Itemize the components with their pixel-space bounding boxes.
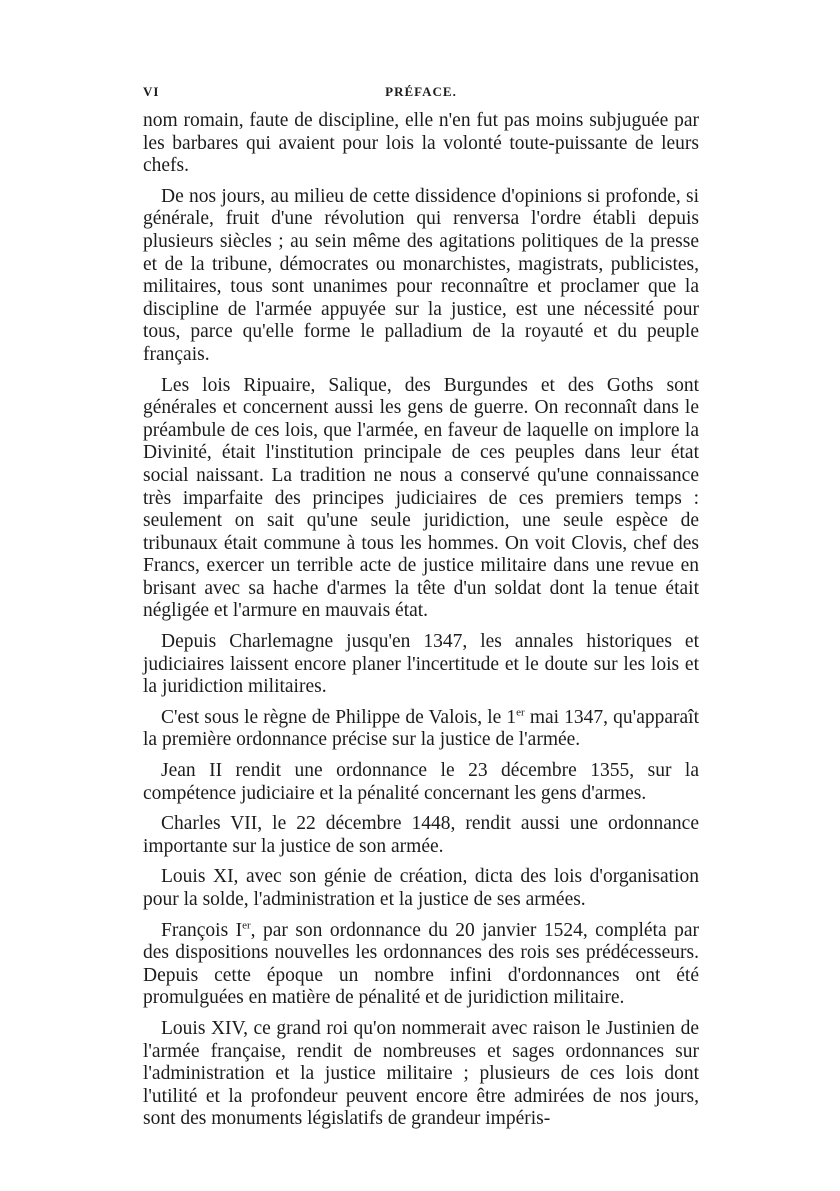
page-header bbox=[143, 84, 699, 110]
paragraph: Louis XI, avec son génie de création, dicta des lois d'organisation pour la solde, l'administration et la justice de ses armées. bbox=[143, 866, 699, 910]
paragraph: Les lois Ripuaire, Salique, des Burgundes et des Goths sont générales et concernent aussi les gens de guerre. On reconnaît dans le préambule de ces lois, que l'armée, en faveur de laquelle on implore la Divinité, était l'institution principale de ces peuples dans leur état social naissant. La tradition ne nous a conservé qu'une connaissance très imparfaite des principes judiciaires de ces premiers temps : seulement on sait qu'une seule juridiction, une seule espèce de tribunaux était commune à tous les hommes. On voit Clovis, chef des Francs, exercer un terrible acte de justice militaire dans une revue en brisant avec sa hache d'armes la tête d'un soldat dont la tenue était négligée et l'armure en mauvais état. bbox=[143, 374, 699, 622]
paragraph: nom romain, faute de discipline, elle n'en fut pas moins subjuguée par les barbares qui avaient pour lois la volonté toute-puissante de leurs chefs. bbox=[143, 110, 699, 177]
superscript: er bbox=[516, 706, 525, 719]
paragraph: De nos jours, au milieu de cette dissidence d'opinions si profonde, si générale, fruit d'une révolution qui renversa l'ordre établi depuis plusieurs siècles ; au sein même des agitations politiques de la presse et de la tribune, démocrates ou monarchistes, magistrats, publicistes, militaires, tous sont unanimes pour reconnaître et proclamer que la discipline de l'armée appuyée sur la justice, est une nécessité pour tous, parce qu'elle forme le palladium de la royauté et du peuple français. bbox=[143, 185, 699, 365]
body-text bbox=[143, 110, 699, 1131]
superscript: er bbox=[242, 919, 251, 932]
paragraph: Depuis Charlemagne jusqu'en 1347, les annales historiques et judiciaires laissent encore planer l'incertitude et le doute sur les lois et la juridiction militaires. bbox=[143, 631, 699, 698]
paragraph: Louis XIV, ce grand roi qu'on nommerait avec raison le Justinien de l'armée française, rendit de nombreuses et sages ordonnances sur l'administration et la justice militaire ; plusieurs de ces lois dont l'utilité et la profondeur peuvent encore être admirées de nos jours, sont des monuments législatifs de grandeur impéris- bbox=[143, 1017, 699, 1130]
paragraph: Jean II rendit une ordonnance le 23 décembre 1355, sur la compétence judiciaire et la pénalité concernant les gens d'armes. bbox=[143, 760, 699, 804]
paragraph: Charles VII, le 22 décembre 1448, rendit aussi une ordonnance importante sur la justice de son armée. bbox=[143, 813, 699, 857]
page-number: VI bbox=[143, 84, 160, 99]
book-page bbox=[143, 84, 699, 1139]
running-title: PRÉFACE. bbox=[385, 84, 457, 99]
paragraph: C'est sous le règne de Philippe de Valois, le 1er mai 1347, qu'apparaît la première ordonnance précise sur la justice de l'armée. bbox=[143, 706, 699, 751]
paragraph: François Ier, par son ordonnance du 20 janvier 1524, compléta par des dispositions nouvelles les ordonnances des rois ses prédécesseurs. Depuis cette époque un nombre infini d'ordonnances ont été promulguées en matière de pénalité et de juridiction militaire. bbox=[143, 919, 699, 1009]
